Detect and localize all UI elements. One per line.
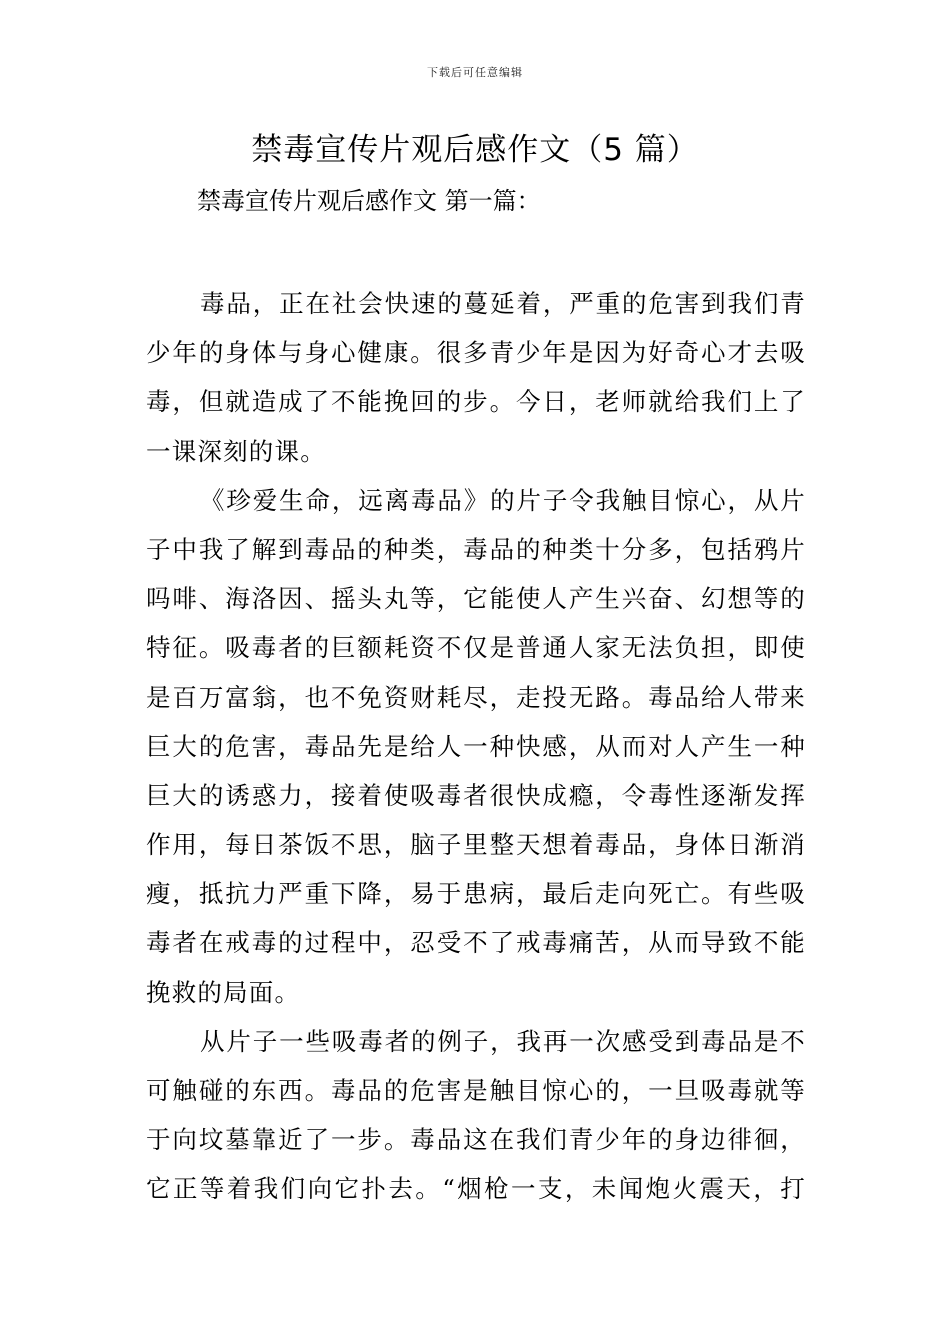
body-line: 挽救的局面。 (146, 977, 301, 1007)
body-line: 毒品，正在社会快速的蔓延着，严重的危害到我们青 (200, 289, 806, 318)
header-note: 下载后可任意编辑 (427, 66, 523, 79)
body-line: 毒者在戒毒的过程中，忍受不了戒毒痛苦，从而导致不能 (146, 928, 806, 958)
body-line: 一课深刻的课。 (146, 436, 326, 466)
body-line: 可触碰的东西。毒品的危害是触目惊心的，一旦吸毒就等 (146, 1076, 806, 1105)
body-line: 少年的身体与身心健康。很多青少年是因为好奇心才去吸 (146, 338, 806, 368)
body-line: 于向坟墓靠近了一步。毒品这在我们青少年的身边徘徊， (146, 1125, 806, 1155)
body-line: 瘦，抵抗力严重下降，易于患病，最后走向死亡。有些吸 (146, 879, 806, 909)
body-line: 作用，每日茶饭不思，脑子里整天想着毒品，身体日渐消 (146, 830, 806, 860)
document-title: 禁毒宣传片观后感作文（5 篇） (251, 132, 699, 168)
body-line: 吗啡、海洛因、摇头丸等，它能使人产生兴奋、幻想等的 (146, 584, 806, 614)
body-line: 从片子一些吸毒者的例子，我再一次感受到毒品是不 (200, 1026, 806, 1056)
body-line: 巨大的诱惑力，接着使吸毒者很快成瘾，令毒性逐渐发挥 (146, 780, 806, 810)
section-heading: 禁毒宣传片观后感作文 第一篇： (197, 187, 541, 215)
body-line: 子中我了解到毒品的种类，毒品的种类十分多，包括鸦片 (146, 534, 806, 564)
body-line: 它正等着我们向它扑去。“烟枪一支，未闻炮火震天，打 (146, 1174, 806, 1204)
body-line: 《珍爱生命，远离毒品》的片子令我触目惊心，从片 (200, 485, 806, 515)
body-text (146, 279, 806, 1214)
body-line: 是百万富翁，也不免资财耗尽，走投无路。毒品给人带来 (146, 682, 806, 712)
body-line: 特征。吸毒者的巨额耗资不仅是普通人家无法负担，即使 (146, 633, 806, 663)
body-line: 毒，但就造成了不能挽回的步。今日，老师就给我们上了 (146, 387, 806, 417)
body-line: 巨大的危害，毒品先是给人一种快感，从而对人产生一种 (146, 731, 806, 761)
